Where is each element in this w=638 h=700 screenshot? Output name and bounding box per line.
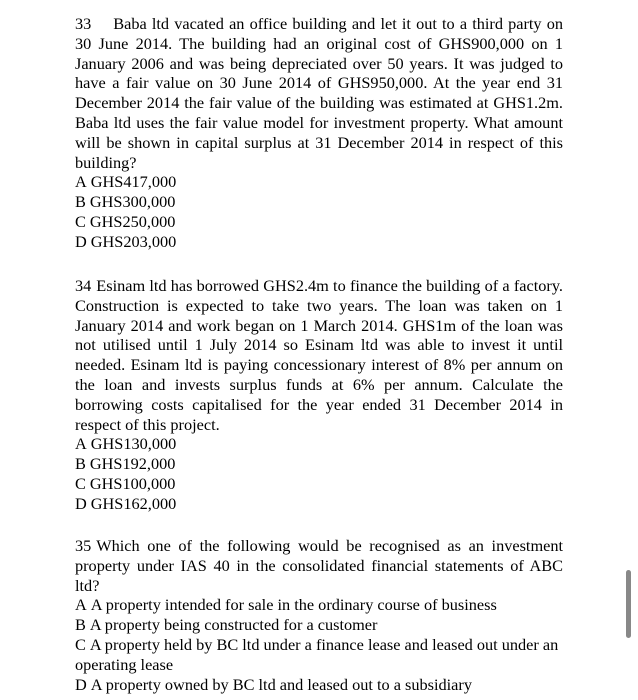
option-text: A property being constructed for a customer <box>89 615 378 635</box>
question-body: Which one of the following would be recognised as an investment property under IAS 40 in the consolidated financial statements of ABC ltd? <box>75 536 563 595</box>
option-text: GHS162,000 <box>90 493 177 513</box>
question-number: 33 <box>75 14 92 33</box>
option-d <box>75 494 563 514</box>
option-text: A property held by BC ltd under a finance lease and leased out under an operating lease <box>75 634 559 674</box>
option-a <box>75 172 563 192</box>
option-a <box>75 595 563 615</box>
question-34-text <box>75 276 563 434</box>
option-letter: D <box>75 493 87 513</box>
option-text: GHS192,000 <box>89 454 176 474</box>
option-d <box>75 675 563 695</box>
option-letter: A <box>75 434 87 454</box>
option-letter: C <box>75 211 86 231</box>
question-33-text <box>75 14 563 172</box>
option-a <box>75 434 563 454</box>
option-text: GHS250,000 <box>89 211 176 231</box>
option-c <box>75 212 563 232</box>
question-33 <box>75 14 563 252</box>
options-list <box>75 172 563 251</box>
option-b <box>75 454 563 474</box>
vertical-scrollbar[interactable] <box>626 570 631 638</box>
option-text: GHS100,000 <box>89 473 176 493</box>
option-letter: A <box>75 172 87 192</box>
option-d <box>75 232 563 252</box>
options-list <box>75 434 563 513</box>
option-text: A property intended for sale in the ordinary course of business <box>90 595 497 615</box>
option-text: GHS203,000 <box>90 231 177 251</box>
options-list <box>75 595 563 694</box>
option-letter: B <box>75 615 86 635</box>
option-letter: D <box>75 231 87 251</box>
option-text: A property owned by BC ltd and leased out to a subsidiary <box>90 674 472 694</box>
question-35-text <box>75 536 563 595</box>
question-number: 34 <box>75 276 92 295</box>
question-body: Esinam ltd has borrowed GHS2.4m to finance the building of a factory. Construction is expected to take two years. The loan was taken on 1 January 2014 and work began on 1 March 2014. GHS1m of the loan was not utilised until 1 July 2014 so Esinam ltd was able to invest it until needed. Esinam ltd is paying concessionary interest of 8% per annum on the loan and invests surplus funds at 6% per annum. Calculate the borrowing costs capitalised for the year ended 31 December 2014 in respect of this project. <box>75 276 563 434</box>
option-b <box>75 192 563 212</box>
question-35 <box>75 536 563 694</box>
option-c <box>75 635 563 675</box>
option-text: GHS300,000 <box>89 192 176 212</box>
option-b <box>75 615 563 635</box>
question-34 <box>75 276 563 514</box>
option-text: GHS130,000 <box>90 434 177 454</box>
option-letter: B <box>75 192 86 212</box>
option-letter: C <box>75 473 86 493</box>
option-letter: B <box>75 454 86 474</box>
question-number: 35 <box>75 536 92 555</box>
option-c <box>75 474 563 494</box>
option-letter: A <box>75 595 87 615</box>
option-letter: C <box>75 634 86 654</box>
question-body: Baba ltd vacated an office building and let it out to a third party on 30 June 2014. The building had an original cost of GHS900,000 on 1 January 2006 and was being depreciated over 50 years. It was judged to have a fair value on 30 June 2014 of GHS950,000. At the year end 31 December 2014 the fair value of the building was estimated at GHS1.2m. Baba ltd uses the fair value model for investment property. What amount will be shown in capital surplus at 31 December 2014 in respect of this building? <box>75 14 563 172</box>
option-text: GHS417,000 <box>90 172 177 192</box>
option-letter: D <box>75 674 87 694</box>
